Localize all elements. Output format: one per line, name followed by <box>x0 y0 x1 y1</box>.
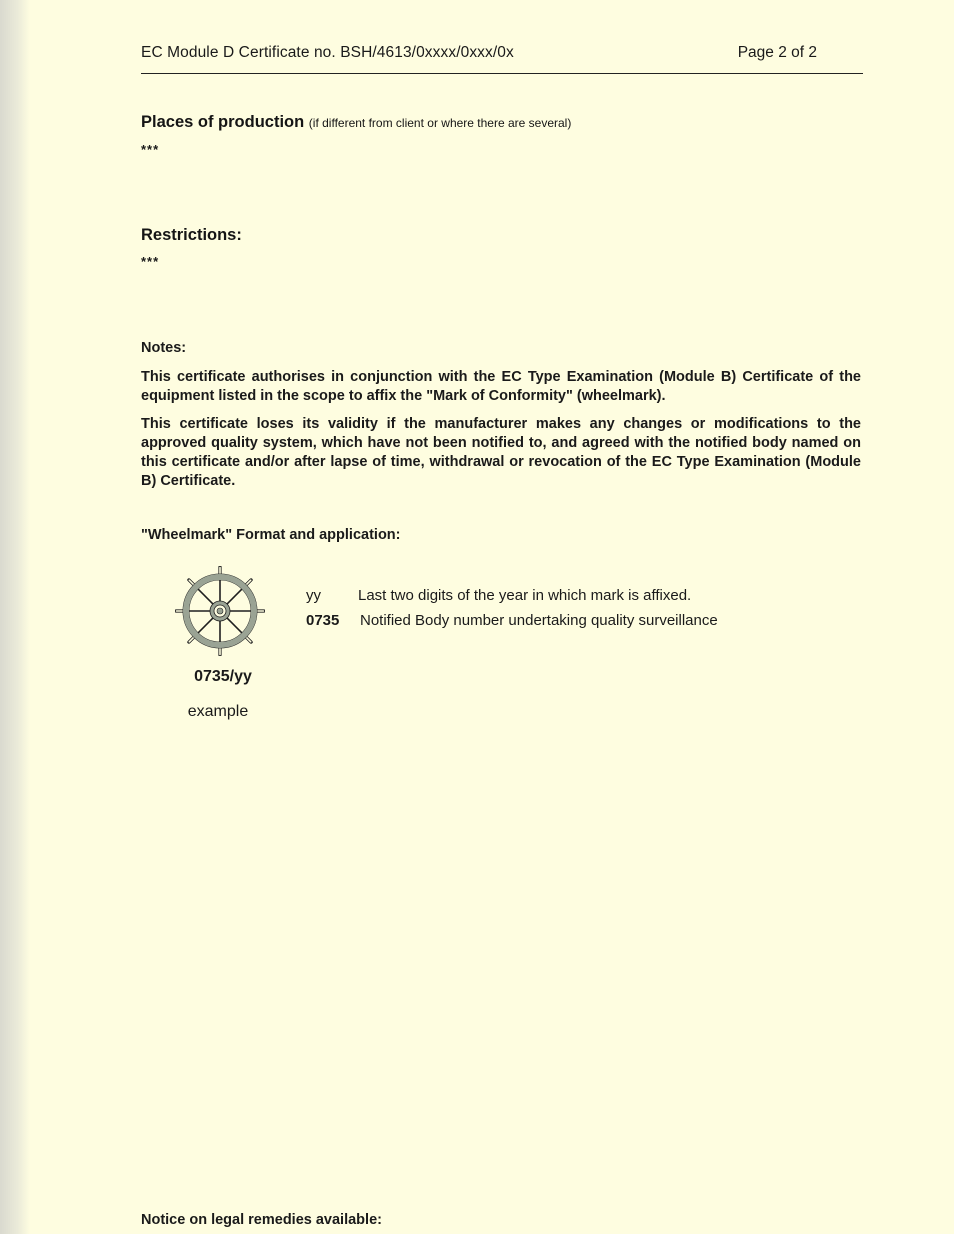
legend-text: Notified Body number undertaking quality surveillance <box>360 612 718 629</box>
page-number: Page 2 of 2 <box>737 44 817 61</box>
legend-text: Last two digits of the year in which mark is affixed. <box>358 587 692 604</box>
certificate-number: EC Module D Certificate no. BSH/4613/0xxxx/0xxx/0x <box>141 44 514 61</box>
restrictions-heading: Restrictions: <box>141 226 242 244</box>
legend-key: yy <box>306 587 321 604</box>
notes-paragraph-1: This certificate authorises in conjunction with the EC Type Examination (Module B) Certificate of the equipment listed in the scope to affix the "Mark of Conformity" (wheelmark). <box>141 369 861 404</box>
wheelmark-code: 0735/yy <box>194 668 252 685</box>
legal-remedies-heading: Notice on legal remedies available: <box>141 1212 382 1228</box>
page-header <box>141 44 863 74</box>
places-of-production-heading <box>141 113 571 132</box>
legend-key: 0735 <box>306 612 340 629</box>
places-heading-note: (if different from client or where there are several) <box>308 116 572 130</box>
wheelmark-example-label: example <box>187 703 249 720</box>
ship-wheel-icon <box>175 566 265 656</box>
wheelmark-heading: "Wheelmark" Format and application: <box>141 527 401 543</box>
restrictions-value: *** <box>141 254 160 269</box>
legend-row-0735 <box>306 612 718 629</box>
notes-paragraph-2: This certificate loses its validity if the manufacturer makes any changes or modifications to the approved quality system, which have not been notified to, and agreed with the notified body named on this certificate and/or after lapse of time, withdrawal or revocation of the EC Type Examination (Module B) Certificate. <box>141 416 861 489</box>
scan-edge-shadow <box>0 0 30 1234</box>
legend-row-yy <box>306 587 691 604</box>
places-heading-text: Places of production <box>141 113 305 131</box>
places-value: *** <box>141 142 160 157</box>
notes-label: Notes: <box>141 340 187 356</box>
